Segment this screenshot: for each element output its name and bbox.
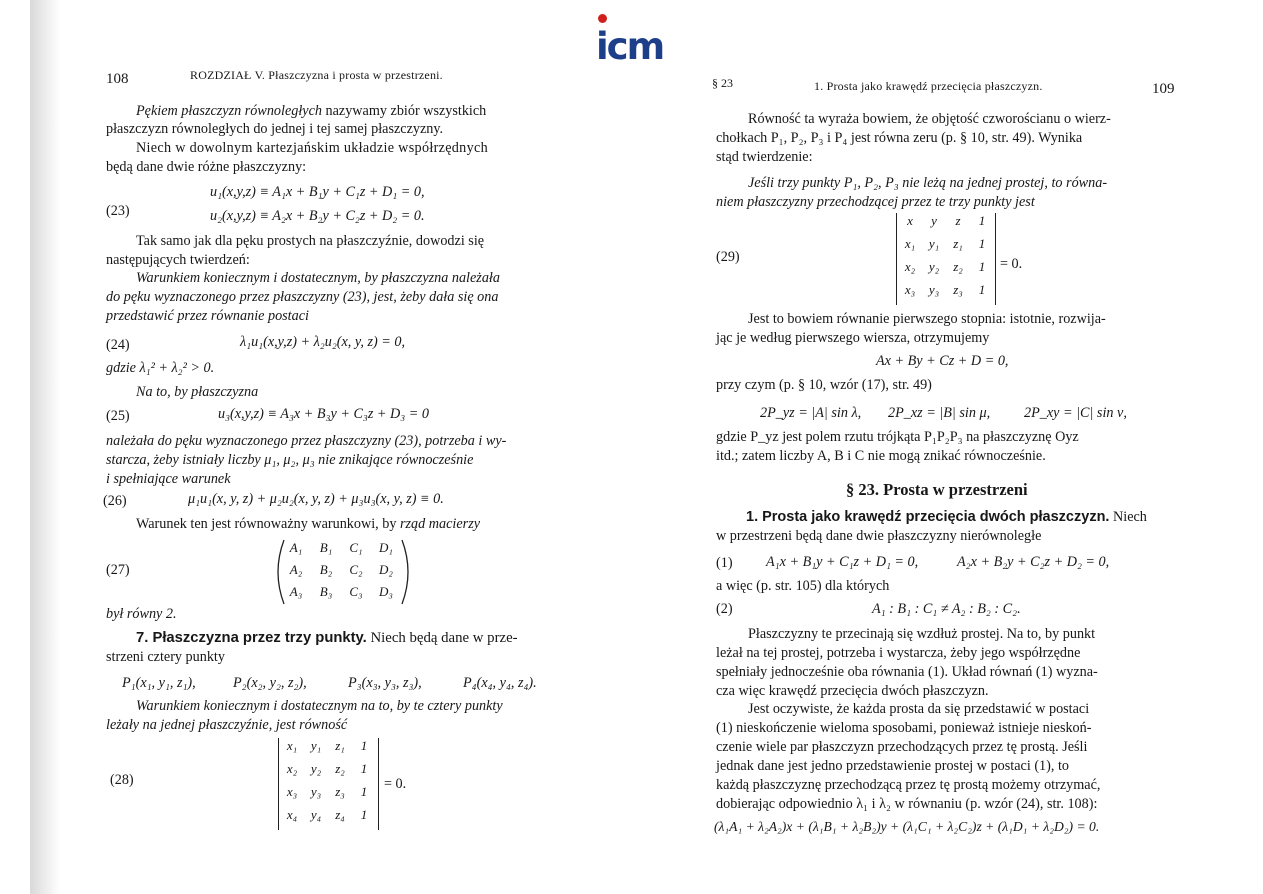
eq29-label: (29): [716, 249, 740, 265]
para4-italic: rząd macierzy: [400, 516, 481, 532]
det29-cell: y₂: [928, 259, 940, 274]
matrix27-cell: A₂: [289, 562, 303, 577]
final-equation: (λ₁A₁ + λ₂A₂)x + (λ₁B₁ + λ₂B₂)y + (λ₁C₁ + λ₂C₂)z + (λ₁D₁ + λ₂D₂) = 0.: [714, 819, 1100, 834]
p6-line1: Jest oczywiste, że każda prosta da się przedstawić w postaci: [748, 701, 1090, 717]
det28-cell: 1: [360, 807, 368, 822]
matrix27-cell: A₃: [289, 584, 303, 599]
sec7-line1: [136, 629, 518, 647]
point-2: P₂(x₂, y₂, z₂),: [233, 675, 307, 691]
p5-line2: leżał na tej prostej, potrzeba i wystarcza, żeby jego współrzędne: [716, 645, 1081, 661]
cond-line3: i spełniające warunek: [106, 471, 231, 487]
para4-line: [136, 515, 480, 533]
sub1-rest: Niech: [1109, 509, 1147, 525]
matrix27-cell: D₁: [379, 540, 393, 555]
det28-cell: x₁: [286, 738, 298, 753]
matrix27-cell: B₃: [319, 584, 333, 599]
det28-cell: x₃: [286, 784, 298, 799]
det29: [898, 213, 995, 305]
right-running-head: 1. Prosta jako krawędź przecięcia płaszczyzn.: [814, 79, 1043, 93]
p1-line2: chołkach P₁, P₂, P₃ i P₄ jest równa zeru (p. § 10, str. 49). Wynika: [716, 130, 1083, 146]
matrix27-cell: B₂: [319, 562, 333, 577]
matrix27-cell: D₂: [379, 562, 393, 577]
det29-cell: z₂: [953, 259, 963, 274]
eq28-label: (28): [110, 772, 134, 788]
eq2-label: (2): [716, 601, 733, 617]
section-title: § 23. Prosta w przestrzeni: [846, 480, 1028, 499]
thm-line2: niem płaszczyzny przechodzącej przez te trzy punkty jest: [716, 194, 1035, 210]
det29-cell: z₁: [953, 236, 963, 251]
det28-cell: z₄: [335, 807, 345, 822]
det28-left-bar: [278, 738, 279, 830]
det28-cell: 1: [360, 761, 368, 776]
det28-cell: y₁: [310, 738, 322, 753]
p2-line2: jąc je według pierwszego wiersza, otrzymujemy: [716, 330, 990, 346]
para2-line2: będą dane dwie różne płaszczyzny:: [106, 159, 307, 175]
matrix27-cell: D₃: [379, 584, 393, 599]
eq25: u₃(x,y,z) ≡ A₃x + B₃y + C₃z + D₃ = 0: [218, 406, 429, 422]
para2-line1: Niech w dowolnym kartezjańskim układzie współrzędnych: [136, 140, 488, 156]
det29-cell: 1: [978, 236, 986, 251]
eq-plane: Ax + By + Cz + D = 0,: [876, 353, 1009, 369]
thm1-line2: do pęku wyznaczonego przez płaszczyzny (23), jest, żeby dała się ona: [106, 289, 499, 305]
det29-right-bar: [995, 213, 996, 305]
p5-line3: spełniały jednocześnie oba równania (1). Układ równań (1) wyzna-: [716, 664, 1098, 680]
det28: [280, 738, 378, 830]
p6-line4: jednak dane jest jedno przedstawienie prostej w postaci (1), to: [716, 758, 1069, 774]
thm1-line3: przedstawić przez równanie postaci: [106, 308, 309, 324]
para1-line2: płaszczyzn równoległych do jednej i tej samej płaszczyzny.: [106, 121, 444, 137]
p4-line2: itd.; zatem liczby A, B i C nie mogą znikać równocześnie.: [716, 448, 1046, 464]
right-page: [632, 0, 1263, 894]
proj-eq-1: 2P_yz = |A| sin λ,: [760, 405, 862, 421]
cond-line1: należała do pęku wyznaczonego przez płaszczyzny (23), potrzeba i wy-: [106, 433, 507, 449]
det29-cell: z₃: [953, 282, 963, 297]
eq27-label: (27): [106, 562, 130, 578]
p4-line1: gdzie P_yz jest polem rzutu trójkąta P₁P₂P₃ na płaszczyznę Oyz: [716, 429, 1079, 445]
eq26: μ₁u₁(x, y, z) + μ₂u₂(x, y, z) + μ₃u₃(x, y, z) ≡ 0.: [188, 491, 444, 507]
eq23-line2: u₂(x,y,z) ≡ A₂x + B₂y + C₂z + D₂ = 0.: [210, 208, 425, 224]
eq1-label: (1): [716, 555, 733, 571]
det29-cell: 1: [978, 259, 986, 274]
where24: gdzie λ₁² + λ₂² > 0.: [106, 360, 215, 376]
logo-text: icm: [596, 25, 664, 68]
cond-line2: starcza, żeby istniały liczby μ₁, μ₂, μ₃ nie znikające równocześnie: [106, 452, 474, 468]
matrix27-cell: C₃: [349, 584, 363, 599]
p6-line2: (1) nieskończenie wieloma sposobami, ponieważ istnieje nieskoń-: [716, 720, 1092, 736]
thm-line1: Jeśli trzy punkty P₁, P₂, P₃ nie leżą na jednej prostej, to równa-: [748, 175, 1108, 191]
sec7-bold: 7. Płaszczyzna przez trzy punkty.: [136, 630, 367, 646]
thm1-line1: Warunkiem koniecznym i dostatecznym, by płaszczyzna należała: [136, 270, 500, 286]
det29-cell: x₁: [904, 236, 916, 251]
p5-line1: Płaszczyzny te przecinają się wzdłuż prostej. Na to, by punkt: [748, 626, 1096, 642]
det28-rhs: = 0.: [384, 776, 407, 792]
det29-cell: y₃: [928, 282, 940, 297]
sec7-rest: Niech będą dane w prze-: [366, 630, 518, 646]
det28-cell: z₁: [335, 738, 345, 753]
det29-cell: 1: [978, 282, 986, 297]
det28-cell: x₄: [286, 807, 298, 822]
p3-line: przy czym (p. § 10, wzór (17), str. 49): [716, 377, 932, 393]
det28-cell: 1: [360, 784, 368, 799]
eq2: A₁ : B₁ : C₁ ≠ A₂ : B₂ : C₂.: [872, 601, 1021, 617]
sub1-line1: [746, 508, 1147, 526]
p6-line3: czenie wiele par płaszczyzn przechodzących przez tę prostą. Jeśli: [716, 739, 1088, 755]
det29-cell: z: [955, 213, 961, 228]
det29-cell: y₁: [928, 236, 940, 251]
eq24: λ₁u₁(x,y,z) + λ₂u₂(x, y, z) = 0,: [240, 334, 406, 350]
right-page-number: 109: [1152, 81, 1175, 97]
p6-line6: dobierając odpowiednio λ₁ i λ₂ w równaniu (p. wzór (24), str. 108):: [716, 796, 1098, 812]
det28-right-bar: [378, 738, 379, 830]
para4-start: Warunek ten jest równoważny warunkowi, by: [136, 516, 401, 532]
proj-eq-2: 2P_xz = |B| sin μ,: [888, 405, 991, 421]
eq25-label: (25): [106, 408, 130, 424]
para3-line1: Tak samo jak dla pęku prostych na płaszczyźnie, dowodzi się: [136, 233, 485, 249]
det29-cell: y: [931, 213, 937, 228]
p5-line4: cza więc krawędź przecięcia dwóch płaszczyzn.: [716, 683, 989, 699]
point-4: P₄(x₄, y₄, z₄).: [463, 675, 537, 691]
sub1-bold: 1. Prosta jako krawędź przecięcia dwóch płaszczyzn.: [746, 509, 1110, 525]
para1-italic: Pękiem płaszczyzn równoległych: [136, 103, 322, 119]
which-line: a więc (p. str. 105) dla których: [716, 578, 890, 594]
para3-line2: następujących twierdzeń:: [106, 252, 250, 268]
p1-line3: stąd twierdzenie:: [716, 149, 813, 165]
left-page-number: 108: [106, 71, 129, 87]
eq1-a: A₁x + B₁y + C₁z + D₁ = 0,: [766, 554, 919, 570]
thm2-line2: leżały na jednej płaszczyźnie, jest równość: [106, 717, 348, 733]
eq23-line1: u₁(x,y,z) ≡ A₁x + B₁y + C₁z + D₁ = 0,: [210, 184, 425, 200]
det29-cell: 1: [978, 213, 986, 228]
det28-cell: 1: [360, 738, 368, 753]
matrix27-cell: B₁: [319, 540, 333, 555]
point-1: P₁(x₁, y₁, z₁),: [122, 675, 196, 691]
eq26-label: (26): [103, 493, 127, 509]
det29-cell: x: [907, 213, 913, 228]
det28-cell: x₂: [286, 761, 298, 776]
eq1-b: A₂x + B₂y + C₂z + D₂ = 0,: [957, 554, 1110, 570]
matrix27-cell: C₁: [349, 540, 363, 555]
eq24-label: (24): [106, 337, 130, 353]
matrix27-cell: C₂: [349, 562, 363, 577]
det29-left-bar: [896, 213, 897, 305]
point-3: P₃(x₃, y₃, z₃),: [348, 675, 422, 691]
right-section-ref: § 23: [712, 76, 733, 90]
p2-line1: Jest to bowiem równanie pierwszego stopnia: istotnie, rozwija-: [748, 311, 1106, 327]
matrix27-cell: A₁: [289, 540, 303, 555]
thm2-line1: Warunkiem koniecznym i dostatecznym na to, by te cztery punkty: [136, 698, 503, 714]
eq23-label: (23): [106, 203, 130, 219]
para1-rest: nazywamy zbiór wszystkich: [321, 103, 487, 119]
was-equal: był równy 2.: [106, 606, 177, 622]
para1-line1: [136, 102, 486, 120]
det28-cell: z₃: [335, 784, 345, 799]
det28-cell: y₄: [310, 807, 322, 822]
sec7-line2: strzeni cztery punkty: [106, 649, 225, 665]
left-running-head: ROZDZIAŁ V. Płaszczyzna i prosta w przestrzeni.: [190, 68, 443, 82]
det28-cell: y₂: [310, 761, 322, 776]
det29-cell: x₃: [904, 282, 916, 297]
det28-cell: y₃: [310, 784, 322, 799]
det29-cell: x₂: [904, 259, 916, 274]
proj-eq-3: 2P_xy = |C| sin ν,: [1024, 405, 1127, 421]
det29-rhs: = 0.: [1000, 256, 1023, 272]
conv-line: Na to, by płaszczyzna: [136, 384, 259, 400]
p6-line5: każdą płaszczyznę przechodzącą przez tę prostą możemy otrzymać,: [716, 777, 1101, 793]
sub1-line2: w przestrzeni będą dane dwie płaszczyzny nierównoległe: [716, 528, 1042, 544]
p1-line1: Równość ta wyraża bowiem, że objętość czworościanu o wierz-: [748, 111, 1111, 127]
matrix27: [284, 540, 406, 606]
det28-cell: z₂: [335, 761, 345, 776]
